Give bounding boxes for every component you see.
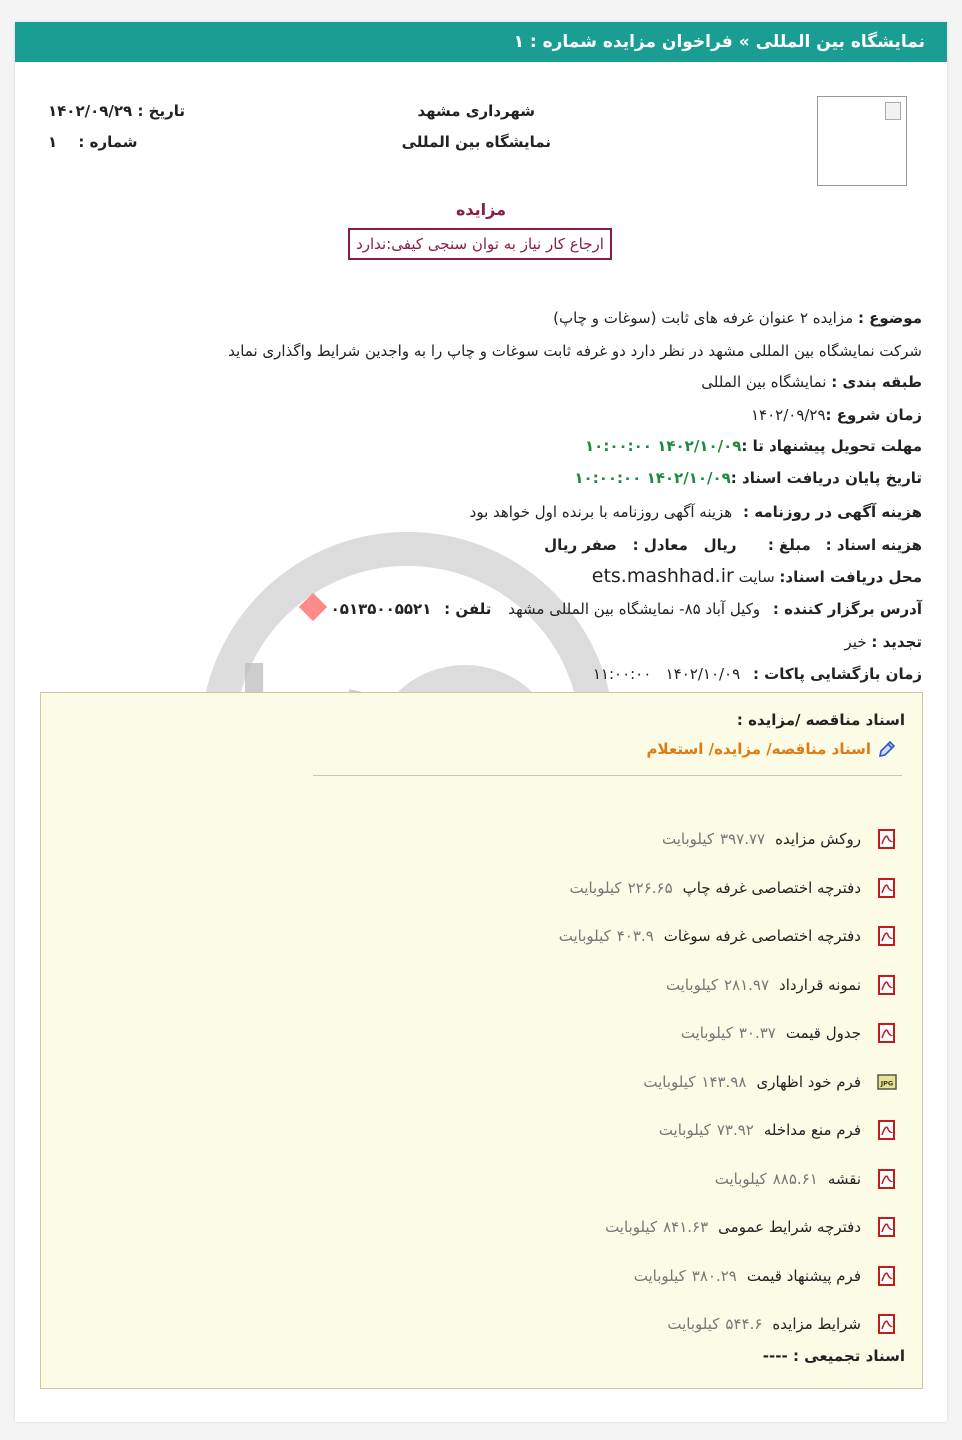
file-item[interactable]: [197, 815, 897, 864]
file-size: ۳۹۷.۷۷: [720, 830, 766, 849]
address-label: آدرس برگزار کننده :: [772, 600, 922, 618]
docs-end-value: ۱۴۰۲/۱۰/۰۹ ۱۰:۰۰:۰۰: [574, 469, 731, 487]
file-name[interactable]: شرایط مزایده: [772, 1315, 861, 1334]
category-value: نمایشگاه بین المللی: [701, 373, 827, 391]
phone-label: تلفن :: [444, 600, 492, 618]
renewal-label: تجدید :: [871, 633, 922, 651]
file-size: ۴۰۳.۹: [616, 927, 654, 946]
phone-value: ۰۵۱۳۵۰۰۵۵۲۱: [330, 600, 432, 618]
pdf-icon: [877, 1023, 897, 1043]
pdf-icon: [877, 878, 897, 898]
start-line: [751, 406, 922, 424]
breadcrumb-exhibition[interactable]: نمایشگاه بین المللی: [755, 32, 925, 52]
file-size: ۸۴۱.۶۳: [663, 1218, 709, 1237]
deadline-value: ۱۴۰۲/۱۰/۰۹ ۱۰:۰۰:۰۰: [585, 437, 742, 455]
file-size-unit: کیلوبایت: [643, 1072, 696, 1091]
opening-line: [593, 665, 922, 683]
pdf-icon-page: [879, 1170, 894, 1188]
file-name[interactable]: دفترچه اختصاصی غرفه سوغات: [663, 927, 861, 946]
location-prefix: سایت: [738, 568, 775, 586]
file-name[interactable]: فرم خود اظهاری: [756, 1072, 861, 1091]
breadcrumb-title: فراخوان مزایده شماره : ۱: [513, 32, 733, 52]
file-item[interactable]: [197, 1300, 897, 1349]
file-size-unit: کیلوبایت: [558, 927, 611, 946]
file-name[interactable]: فرم منع مداخله: [763, 1121, 861, 1140]
deadline-line: [585, 437, 922, 455]
file-name[interactable]: نقشه: [827, 1169, 861, 1188]
documents-link-label[interactable]: اسناد مناقصه/ مزایده/ استعلام: [646, 740, 871, 758]
combined-label: اسناد تجمیعی :: [792, 1347, 905, 1365]
file-size-unit: کیلوبایت: [658, 1121, 711, 1140]
pencil-icon: [877, 739, 897, 759]
file-size-unit: کیلوبایت: [714, 1169, 767, 1188]
pdf-icon: [877, 926, 897, 946]
file-item[interactable]: [197, 912, 897, 961]
file-size: ۲۲۶.۶۵: [627, 878, 673, 897]
file-name[interactable]: دفترچه اختصاصی غرفه چاپ: [682, 878, 861, 897]
opening-label: زمان بازگشایی پاکات :: [752, 665, 922, 683]
breadcrumb-separator: »: [738, 32, 750, 52]
file-size: ۳۰.۳۷: [738, 1024, 776, 1043]
number-row: [48, 133, 138, 151]
pdf-icon: [877, 1314, 897, 1334]
pdf-icon-page: [879, 927, 894, 945]
pdf-icon-page: [879, 1121, 894, 1139]
file-name[interactable]: جدول قیمت: [785, 1024, 861, 1043]
auction-title: مزایده: [455, 200, 507, 219]
subject-value: مزایده ۲ عنوان غرفه های ثابت (سوغات و چاپ): [553, 309, 854, 327]
site-link[interactable]: ets.mashhad.ir: [591, 565, 734, 587]
pdf-icon: [877, 1217, 897, 1237]
page: [15, 22, 947, 1422]
file-size-unit: کیلوبایت: [662, 830, 715, 849]
file-name[interactable]: دفترچه شرایط عمومی: [718, 1218, 861, 1237]
pdf-icon: [877, 975, 897, 995]
address-line: [331, 600, 922, 618]
pdf-icon: [877, 1266, 897, 1286]
category-line: [701, 373, 922, 391]
combined-documents: [763, 1347, 905, 1365]
renewal-line: [845, 633, 922, 651]
jpg-icon: [877, 1072, 897, 1092]
file-name[interactable]: نمونه قرارداد: [779, 975, 861, 994]
documents-link[interactable]: [647, 739, 898, 759]
opening-value: ۱۴۰۲/۱۰/۰۹ ۱۱:۰۰:۰۰: [592, 665, 741, 683]
pencil-icon-body: [880, 742, 894, 756]
file-item[interactable]: [197, 1058, 897, 1107]
file-item[interactable]: [197, 864, 897, 913]
file-size-unit: کیلوبایت: [665, 975, 718, 994]
file-size-unit: کیلوبایت: [667, 1315, 720, 1334]
watermark-diamond: [299, 593, 327, 621]
divider: [313, 775, 902, 776]
pdf-icon-page: [879, 976, 894, 994]
doc-cost-line: [544, 536, 922, 554]
file-item[interactable]: [197, 1009, 897, 1058]
address-value: وکیل آباد ۸۵- نمایشگاه بین المللی مشهد: [508, 600, 761, 618]
pdf-icon-page: [879, 1315, 894, 1333]
pdf-icon-page: [879, 879, 894, 897]
file-size: ۵۴۴.۶: [725, 1315, 763, 1334]
file-item[interactable]: [197, 1155, 897, 1204]
file-size: ۲۸۱.۹۷: [723, 975, 770, 994]
description-line: شرکت نمایشگاه بین المللی مشهد در نظر دارد دو غرفه ثابت سوغات و چاپ را به واجدین شرایط واگذاری نماید: [228, 342, 922, 360]
file-size: ۱۴۳.۹۸: [701, 1072, 747, 1091]
subject-label: موضوع :: [857, 309, 922, 327]
category-label: طبقه بندی :: [831, 373, 922, 391]
pdf-icon-page: [879, 1267, 894, 1285]
deadline-label: مهلت تحویل پیشنهاد تا :: [741, 437, 922, 455]
pdf-icon-page: [879, 1218, 894, 1236]
documents-title: اسناد مناقصه /مزایده :: [736, 711, 905, 729]
broken-image-icon: [885, 102, 901, 120]
breadcrumb: [15, 22, 947, 62]
org-exhibition: نمایشگاه بین المللی: [401, 133, 551, 151]
documents-box: [40, 692, 923, 1389]
docs-end-label: تاریخ پایان دریافت اسناد :: [730, 469, 922, 487]
date-label: تاریخ :: [137, 102, 186, 120]
docs-end-line: [574, 469, 922, 487]
pdf-icon-page: [879, 830, 894, 848]
doc-cost-label: هزینه اسناد :: [825, 536, 922, 554]
pdf-icon: [877, 1169, 897, 1189]
pdf-icon: [877, 1120, 897, 1140]
date-value: ۱۴۰۲/۰۹/۲۹: [48, 102, 133, 120]
file-size: ۳۸۰.۲۹: [691, 1266, 737, 1285]
file-size-unit: کیلوبایت: [605, 1218, 658, 1237]
ad-cost-line: [470, 503, 922, 521]
file-item[interactable]: [197, 1203, 897, 1252]
org-municipality: شهرداری مشهد: [417, 102, 535, 120]
file-name[interactable]: فرم پیشنهاد قیمت: [746, 1266, 861, 1285]
file-list: [197, 815, 897, 1349]
file-size: ۷۳.۹۲: [716, 1121, 754, 1140]
doc-cost-value: مبلغ : ریال معادل : صفر ریال: [544, 536, 811, 554]
start-label: زمان شروع :: [825, 406, 922, 424]
renewal-value: خیر: [844, 633, 867, 651]
file-item[interactable]: [197, 1252, 897, 1301]
pdf-icon-page: [879, 1024, 894, 1042]
jpg-icon-label: JPG: [880, 1079, 894, 1088]
date-row: [48, 102, 185, 120]
ad-cost-label: هزینه آگهی در روزنامه :: [743, 503, 922, 521]
number-label: شماره :: [78, 133, 138, 151]
file-size-unit: کیلوبایت: [680, 1024, 733, 1043]
number-value: ۱: [48, 133, 58, 151]
location-label: محل دریافت اسناد:: [779, 568, 922, 586]
ad-cost-value: هزینه آگهی روزنامه با برنده اول خواهد بود: [469, 503, 733, 521]
municipality-logo: [817, 96, 907, 186]
file-size: ۸۸۵.۶۱: [772, 1169, 818, 1188]
location-line: [592, 565, 922, 587]
quality-note: ارجاع کار نیاز به توان سنجی کیفی:ندارد: [348, 228, 612, 260]
combined-value: ----: [762, 1347, 788, 1365]
start-value: ۱۴۰۲/۰۹/۲۹: [750, 406, 826, 424]
file-size-unit: کیلوبایت: [633, 1266, 686, 1285]
pdf-icon: [877, 829, 897, 849]
subject-line: [553, 309, 922, 327]
file-item[interactable]: [197, 961, 897, 1010]
file-size-unit: کیلوبایت: [569, 878, 622, 897]
file-name[interactable]: روکش مزایده: [775, 830, 861, 849]
file-item[interactable]: [197, 1106, 897, 1155]
